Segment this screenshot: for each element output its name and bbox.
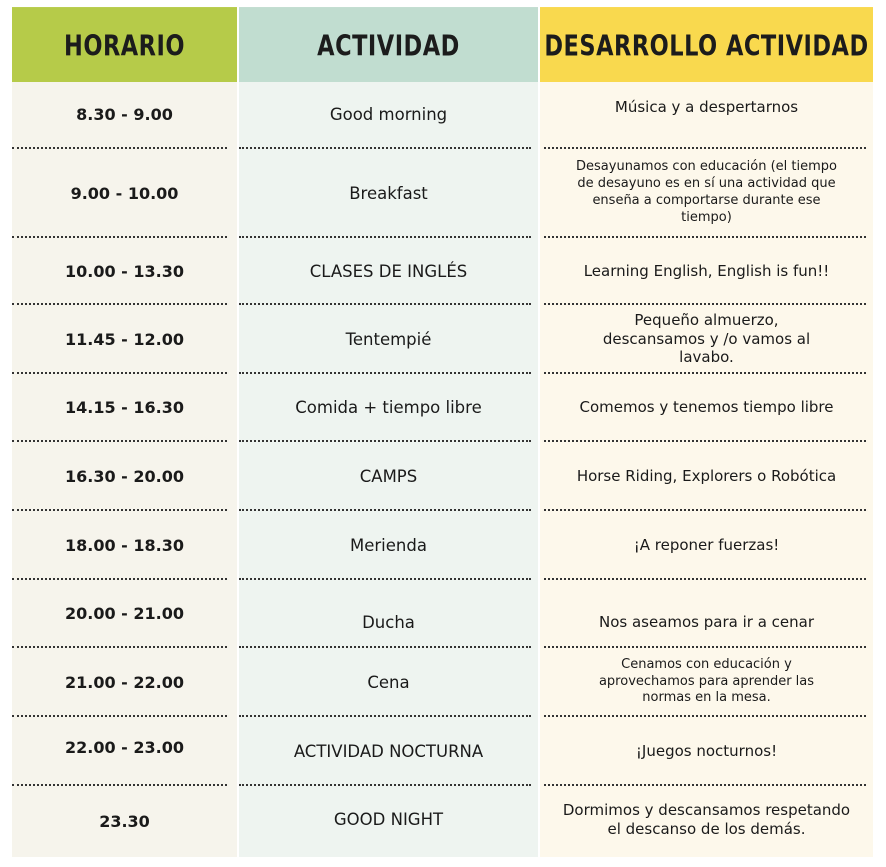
row-divider: [544, 784, 866, 786]
row-activity: GOOD NIGHT: [333, 810, 444, 829]
row-divider: [12, 578, 227, 580]
row-activity: Ducha: [362, 613, 415, 632]
row-divider: [12, 509, 227, 511]
row-divider: [12, 440, 227, 442]
row-divider: [12, 784, 227, 786]
row-activity: CAMPS: [359, 466, 418, 486]
row-divider: [544, 646, 866, 648]
row-description: Learning English, English is fun!!: [583, 261, 830, 280]
row-description: Desayunamos con educación (el tiempo de desayuno es en sí una actividad que enseña a comportarse durante ese tiempo): [576, 159, 837, 225]
row-divider: [544, 440, 866, 442]
row-divider: [239, 440, 531, 442]
row-description: ¡A reponer fuerzas!: [633, 535, 780, 554]
row-divider: [12, 236, 227, 238]
row-activity: CLASES DE INGLÉS: [309, 261, 468, 281]
row-divider: [239, 578, 531, 580]
row-divider: [544, 236, 866, 238]
row-time: 9.00 - 10.00: [70, 183, 179, 203]
row-divider: [239, 147, 531, 149]
row-time: 18.00 - 18.30: [65, 535, 184, 555]
row-time: 14.15 - 16.30: [65, 398, 184, 417]
row-time: 23.30: [99, 812, 150, 831]
row-description: Horse Riding, Explorers o Robótica: [576, 466, 837, 485]
row-time: 21.00 - 22.00: [65, 672, 184, 692]
row-divider: [544, 715, 866, 717]
row-description: Cenamos con educación y aprovechamos para aprender las normas en la mesa.: [598, 656, 815, 706]
row-divider: [239, 372, 531, 374]
row-divider: [544, 372, 866, 374]
row-divider: [12, 646, 227, 648]
row-time: 16.30 - 20.00: [65, 466, 184, 486]
row-description: Nos aseamos para ir a cenar: [598, 613, 815, 632]
row-time: 8.30 - 9.00: [76, 105, 173, 124]
row-time: 10.00 - 13.30: [65, 261, 184, 281]
row-divider: [12, 715, 227, 717]
row-description: ¡Juegos nocturnos!: [635, 741, 778, 760]
row-divider: [12, 372, 227, 374]
row-time: 22.00 - 23.00: [65, 737, 184, 757]
row-divider: [544, 509, 866, 511]
row-divider: [544, 303, 866, 305]
header-actividad: ACTIVIDAD: [239, 7, 538, 83]
row-divider: [239, 236, 531, 238]
row-divider: [12, 303, 227, 305]
row-description: Comemos y tenemos tiempo libre: [579, 398, 834, 417]
row-time: 11.45 - 12.00: [65, 329, 184, 349]
row-activity: Breakfast: [349, 183, 428, 203]
row-time: 20.00 - 21.00: [65, 604, 184, 623]
row-divider: [12, 147, 227, 149]
row-description: Pequeño almuerzo, descansamos y /o vamos al lavabo.: [602, 310, 811, 367]
row-divider: [239, 784, 531, 786]
row-divider: [239, 646, 531, 648]
row-activity: Good morning: [329, 105, 448, 124]
row-activity: Tentempié: [345, 329, 432, 349]
header-horario: HORARIO: [12, 7, 237, 83]
row-activity: Comida + tiempo libre: [295, 398, 482, 417]
row-divider: [239, 509, 531, 511]
row-divider: [544, 578, 866, 580]
row-description: Música y a despertarnos: [614, 98, 799, 117]
row-description: Dormimos y descansamos respetando el descanso de los demás.: [562, 800, 851, 838]
row-activity: ACTIVIDAD NOCTURNA: [293, 741, 484, 761]
row-divider: [544, 147, 866, 149]
row-activity: Merienda: [350, 535, 427, 555]
row-divider: [239, 715, 531, 717]
header-desarrollo-actividad: DESARROLLO ACTIVIDAD: [540, 7, 873, 83]
row-activity: Cena: [367, 672, 410, 692]
row-divider: [239, 303, 531, 305]
